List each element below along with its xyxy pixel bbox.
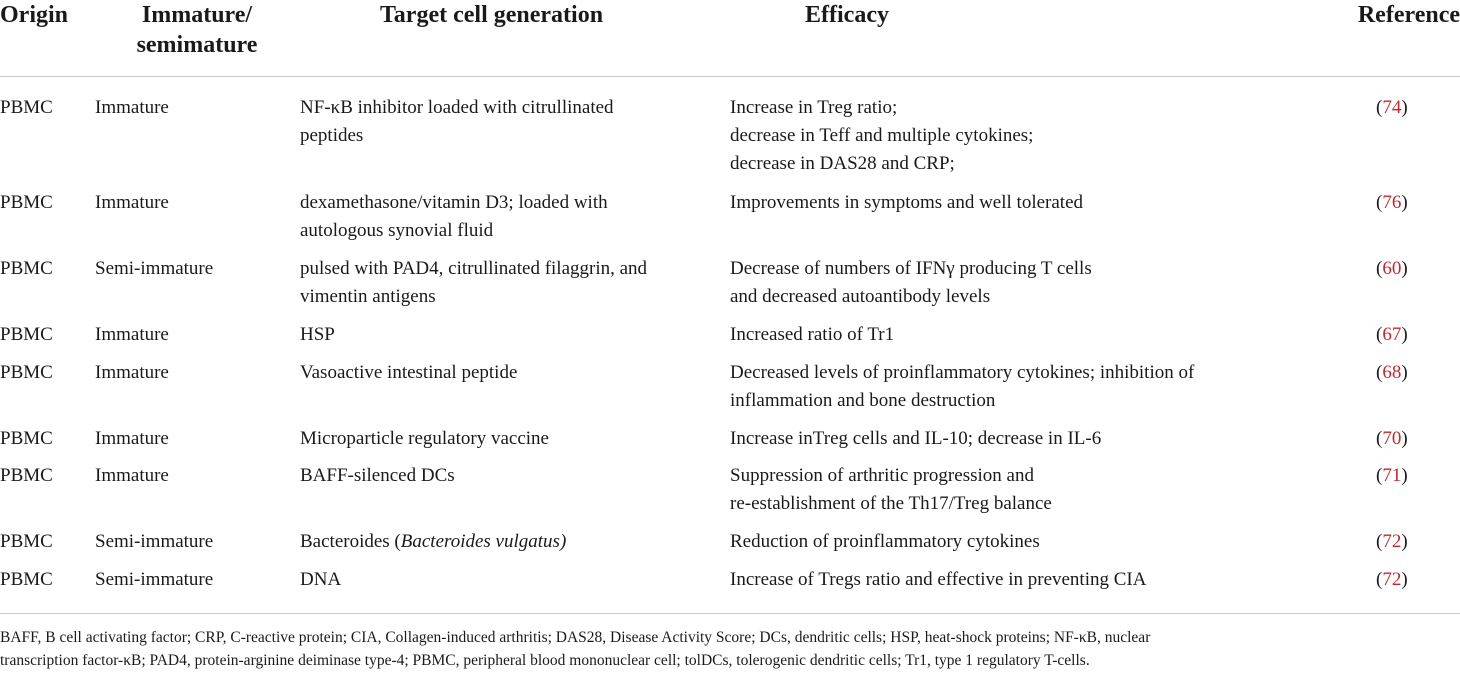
origin-cell: PBMC: [0, 258, 53, 279]
target-cell-generation-cell: [300, 255, 700, 311]
origin-cell: PBMC: [0, 324, 53, 345]
target-line: BAFF-silenced DCs: [300, 465, 455, 486]
reference-close-paren: ): [1401, 192, 1408, 213]
origin-cell: PBMC: [0, 531, 53, 552]
efficacy-line: re-establishment of the Th17/Treg balance: [730, 493, 1052, 514]
reference-link[interactable]: 68: [1382, 362, 1402, 383]
efficacy-line: inflammation and bone destruction: [730, 390, 996, 411]
target-cell-generation-cell: [300, 94, 700, 150]
efficacy-line: Decreased levels of proinflammatory cytokines; inhibition of: [730, 362, 1195, 383]
reference-cell: [1376, 255, 1408, 283]
reference-cell: [1376, 359, 1408, 387]
maturity-cell: Immature: [95, 465, 169, 486]
maturity-cell: Immature: [95, 324, 169, 345]
reference-close-paren: ): [1401, 569, 1408, 590]
efficacy-cell: [730, 189, 1290, 217]
header-efficacy: Efficacy: [805, 2, 889, 28]
maturity-cell: Semi-immature: [95, 569, 214, 590]
reference-link[interactable]: 72: [1382, 531, 1402, 552]
table-bottom-divider: [0, 613, 1460, 614]
origin-cell: PBMC: [0, 465, 53, 486]
target-line: DNA: [300, 569, 342, 590]
maturity-cell: Immature: [95, 192, 169, 213]
target-cell-generation-cell: [300, 189, 700, 245]
reference-open-paren: (: [1376, 531, 1383, 552]
reference-close-paren: ): [1401, 531, 1408, 552]
reference-close-paren: ): [1401, 258, 1408, 279]
target-cell-generation-cell: [300, 566, 700, 594]
reference-link[interactable]: 71: [1382, 465, 1402, 486]
reference-close-paren: ): [1401, 97, 1408, 118]
target-line: dexamethasone/vitamin D3; loaded with: [300, 192, 608, 213]
target-species-italic: Bacteroides vulgatus): [400, 531, 567, 552]
efficacy-line: Increase inTreg cells and IL-10; decrease in IL-6: [730, 428, 1102, 449]
origin-cell: PBMC: [0, 569, 53, 590]
target-cell-generation-cell: [300, 425, 700, 453]
efficacy-cell: [730, 255, 1290, 311]
efficacy-cell: [730, 425, 1290, 453]
header-maturity-line1: Immature/: [141, 2, 253, 28]
efficacy-cell: [730, 359, 1290, 415]
target-line: pulsed with PAD4, citrullinated filaggrin, and: [300, 258, 648, 279]
maturity-cell: Immature: [95, 428, 169, 449]
reference-link[interactable]: 67: [1382, 324, 1402, 345]
efficacy-cell: [730, 321, 1290, 349]
target-line: HSP: [300, 324, 335, 345]
reference-cell: [1376, 94, 1408, 122]
efficacy-line: Decrease of numbers of IFNγ producing T cells: [730, 258, 1092, 279]
efficacy-line: Improvements in symptoms and well tolerated: [730, 192, 1084, 213]
reference-cell: [1376, 425, 1408, 453]
reference-open-paren: (: [1376, 192, 1383, 213]
efficacy-line: Increased ratio of Tr1: [730, 324, 895, 345]
reference-open-paren: (: [1376, 97, 1383, 118]
header-divider: [0, 76, 1460, 77]
header-maturity-line2: semimature: [136, 32, 258, 58]
target-line: autologous synovial fluid: [300, 220, 494, 241]
table-footnote: [0, 626, 1460, 672]
target-line: peptides: [300, 125, 364, 146]
reference-open-paren: (: [1376, 258, 1383, 279]
efficacy-cell: [730, 94, 1290, 178]
origin-cell: PBMC: [0, 428, 53, 449]
reference-cell: [1376, 189, 1408, 217]
target-line: NF-κB inhibitor loaded with citrullinated: [300, 97, 614, 118]
maturity-cell: Semi-immature: [95, 531, 214, 552]
target-line: Vasoactive intestinal peptide: [300, 362, 518, 383]
efficacy-line: decrease in DAS28 and CRP;: [730, 153, 955, 174]
reference-link[interactable]: 74: [1382, 97, 1402, 118]
footnote-line: transcription factor-κB; PAD4, protein-arginine deiminase type-4; PBMC, peripheral blood mononuclear cell; tolDCs, tolerogenic dendritic cells; Tr1, type 1 regulatory T-cells.: [0, 652, 1090, 669]
reference-open-paren: (: [1376, 362, 1383, 383]
maturity-cell: Immature: [95, 362, 169, 383]
header-maturity: [122, 0, 272, 60]
efficacy-cell: [730, 566, 1290, 594]
reference-cell: [1376, 462, 1408, 490]
reference-close-paren: ): [1401, 324, 1408, 345]
reference-link[interactable]: 60: [1382, 258, 1402, 279]
reference-close-paren: ): [1401, 428, 1408, 449]
target-cell-generation-cell: [300, 321, 700, 349]
efficacy-line: Reduction of proinflammatory cytokines: [730, 531, 1040, 552]
origin-cell: PBMC: [0, 192, 53, 213]
efficacy-line: Increase of Tregs ratio and effective in preventing CIA: [730, 569, 1147, 590]
reference-open-paren: (: [1376, 428, 1383, 449]
target-line: Microparticle regulatory vaccine: [300, 428, 549, 449]
efficacy-line: decrease in Teff and multiple cytokines;: [730, 125, 1034, 146]
maturity-cell: Semi-immature: [95, 258, 214, 279]
reference-cell: [1376, 321, 1408, 349]
reference-open-paren: (: [1376, 465, 1383, 486]
reference-link[interactable]: 72: [1382, 569, 1402, 590]
efficacy-line: Suppression of arthritic progression and: [730, 465, 1034, 486]
efficacy-cell: [730, 462, 1290, 518]
reference-close-paren: ): [1401, 465, 1408, 486]
reference-open-paren: (: [1376, 324, 1383, 345]
maturity-cell: Immature: [95, 97, 169, 118]
target-line: [300, 528, 700, 556]
target-line: vimentin antigens: [300, 286, 436, 307]
target-cell-generation-cell: [300, 528, 700, 556]
footnote-line: BAFF, B cell activating factor; CRP, C-reactive protein; CIA, Collagen-induced arthritis; DAS28, Disease Activity Score; DCs, dendritic cells; HSP, heat-shock proteins; NF-κB, nuclear: [0, 629, 1151, 646]
reference-link[interactable]: 76: [1382, 192, 1402, 213]
header-target-cell-generation: Target cell generation: [380, 2, 604, 28]
header-reference: Reference: [1357, 2, 1460, 28]
header-origin: Origin: [0, 2, 69, 28]
efficacy-line: Increase in Treg ratio;: [730, 97, 898, 118]
origin-cell: PBMC: [0, 362, 53, 383]
reference-open-paren: (: [1376, 569, 1383, 590]
reference-cell: [1376, 566, 1408, 594]
origin-cell: PBMC: [0, 97, 53, 118]
target-text: Bacteroides (: [300, 531, 401, 552]
efficacy-cell: [730, 528, 1290, 556]
reference-close-paren: ): [1401, 362, 1408, 383]
efficacy-line: and decreased autoantibody levels: [730, 286, 991, 307]
target-cell-generation-cell: [300, 359, 700, 387]
reference-link[interactable]: 70: [1382, 428, 1402, 449]
target-cell-generation-cell: [300, 462, 700, 490]
reference-cell: [1376, 528, 1408, 556]
